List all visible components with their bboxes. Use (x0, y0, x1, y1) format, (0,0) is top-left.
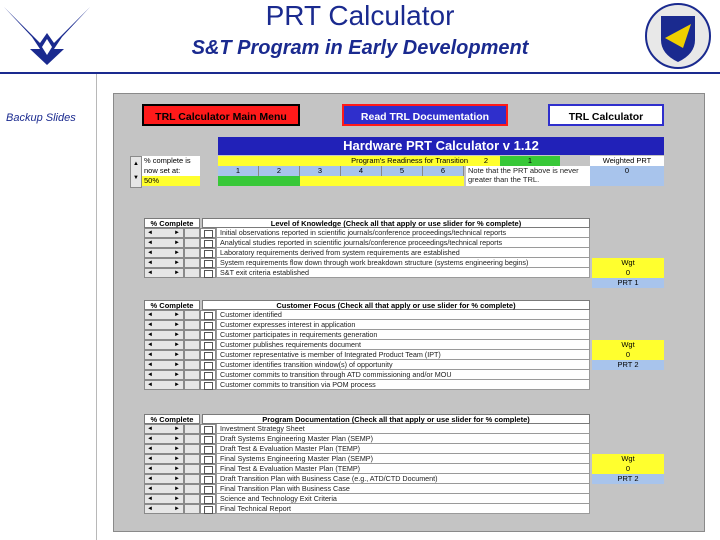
slider-right-arrow-icon[interactable]: ► (174, 372, 180, 378)
checkbox[interactable] (200, 320, 216, 330)
checkbox[interactable] (200, 424, 216, 434)
slider-value-cell (184, 248, 200, 258)
slider-value-cell (184, 330, 200, 340)
slider-value-cell (184, 320, 200, 330)
checkbox[interactable] (200, 494, 216, 504)
criteria-item: Final Test & Evaluation Master Plan (TEMP) (216, 464, 590, 474)
percent-slider[interactable] (144, 258, 184, 268)
percent-slider[interactable] (144, 444, 184, 454)
slider-value-cell (184, 464, 200, 474)
spin-down-icon[interactable]: ▼ (133, 175, 139, 181)
checkbox[interactable] (200, 330, 216, 340)
scale-cell-2: 2 (259, 166, 300, 176)
calculator-title: Hardware PRT Calculator v 1.12 (218, 137, 664, 155)
percent-slider[interactable] (144, 370, 184, 380)
slider-left-arrow-icon[interactable]: ◄ (147, 342, 153, 348)
slider-left-arrow-icon[interactable]: ◄ (147, 486, 153, 492)
wgt-label: Wgt (592, 340, 664, 350)
slider-right-arrow-icon[interactable]: ► (174, 362, 180, 368)
percent-slider[interactable] (144, 360, 184, 370)
slider-value-cell (184, 444, 200, 454)
checkbox[interactable] (200, 258, 216, 268)
percent-slider[interactable] (144, 340, 184, 350)
percent-slider[interactable] (144, 320, 184, 330)
slider-right-arrow-icon[interactable]: ► (174, 436, 180, 442)
prt-note: Note that the PRT above is never greater than the TRL. (466, 166, 590, 186)
scale-cell-3: 3 (300, 166, 341, 176)
percent-slider[interactable] (144, 268, 184, 278)
percent-slider[interactable] (144, 350, 184, 360)
criteria-item: Investment Strategy Sheet (216, 424, 590, 434)
scale-bar-5 (382, 176, 423, 186)
slider-right-arrow-icon[interactable]: ► (174, 332, 180, 338)
page-subtitle: S&T Program in Early Development (191, 37, 529, 59)
slider-right-arrow-icon[interactable]: ► (174, 486, 180, 492)
scale-bar-3 (300, 176, 341, 186)
slider-right-arrow-icon[interactable]: ► (174, 240, 180, 246)
checkbox[interactable] (200, 268, 216, 278)
slider-right-arrow-icon[interactable]: ► (174, 446, 180, 452)
section-header: Program Documentation (Check all that apply or use slider for % complete) (202, 414, 590, 424)
percent-value: 50% (142, 176, 200, 186)
slider-left-arrow-icon[interactable]: ◄ (147, 506, 153, 512)
slider-value-cell (184, 228, 200, 238)
percent-label-line2: now set at: (142, 166, 200, 176)
readiness-value-1: 1 (500, 156, 560, 166)
criteria-item: Customer identifies transition window(s) of opportunity (216, 360, 590, 370)
slider-value-cell (184, 424, 200, 434)
criteria-item: Customer identified (216, 310, 590, 320)
slider-right-arrow-icon[interactable]: ► (174, 270, 180, 276)
slider-value-cell (184, 484, 200, 494)
checkbox[interactable] (200, 228, 216, 238)
percent-slider[interactable] (144, 228, 184, 238)
slider-right-arrow-icon[interactable]: ► (174, 250, 180, 256)
section-header: Level of Knowledge (Check all that apply or use slider for % complete) (202, 218, 590, 228)
slider-left-arrow-icon[interactable]: ◄ (147, 332, 153, 338)
slider-left-arrow-icon[interactable]: ◄ (147, 352, 153, 358)
checkbox[interactable] (200, 504, 216, 514)
slider-value-cell (184, 340, 200, 350)
checkbox[interactable] (200, 454, 216, 464)
criteria-item: Draft Transition Plan with Business Case (e.g., ATD/CTD Document) (216, 474, 590, 484)
wgt-value: 0 (592, 464, 664, 474)
slider-right-arrow-icon[interactable]: ► (174, 506, 180, 512)
spin-up-icon[interactable]: ▲ (133, 161, 139, 167)
slider-value-cell (184, 380, 200, 390)
slider-right-arrow-icon[interactable]: ► (174, 476, 180, 482)
criteria-item: Customer participates in requirements generation (216, 330, 590, 340)
readiness-label: Program's Readiness for Transition (218, 156, 472, 166)
criteria-item: Final Transition Plan with Business Case (216, 484, 590, 494)
checkbox[interactable] (200, 370, 216, 380)
scale-bar-1 (218, 176, 259, 186)
slider-left-arrow-icon[interactable]: ◄ (147, 382, 153, 388)
slider-value-cell (184, 350, 200, 360)
percent-slider[interactable] (144, 310, 184, 320)
scale-bar-6 (423, 176, 464, 186)
percent-label-line1: % complete is (142, 156, 200, 166)
wgt-value: 0 (592, 268, 664, 278)
slider-value-cell (184, 504, 200, 514)
criteria-item: Customer expresses interest in application (216, 320, 590, 330)
trl-calculator-button[interactable]: TRL Calculator (548, 104, 664, 126)
criteria-item: Customer publishes requirements document (216, 340, 590, 350)
slider-value-cell (184, 258, 200, 268)
slider-left-arrow-icon[interactable]: ◄ (147, 250, 153, 256)
weighted-prt-label: Weighted PRT (590, 156, 664, 166)
criteria-item: Analytical studies reported in scientific journals/conference proceedings/technical reports (216, 238, 590, 248)
slider-right-arrow-icon[interactable]: ► (174, 230, 180, 236)
percent-slider[interactable] (144, 504, 184, 514)
wgt-label: Wgt (592, 258, 664, 268)
criteria-item: Customer commits to transition via POM process (216, 380, 590, 390)
percent-slider[interactable] (144, 330, 184, 340)
prt-level: PRT 2 (592, 360, 664, 370)
slider-value-cell (184, 268, 200, 278)
percent-slider[interactable] (144, 248, 184, 258)
checkbox[interactable] (200, 444, 216, 454)
percent-slider[interactable] (144, 464, 184, 474)
backup-slides-label: Backup Slides (6, 112, 76, 124)
slider-right-arrow-icon[interactable]: ► (174, 456, 180, 462)
slider-value-cell (184, 434, 200, 444)
scale-cell-4: 4 (341, 166, 382, 176)
wgt-value: 0 (592, 350, 664, 360)
slider-value-cell (184, 370, 200, 380)
slider-value-cell (184, 238, 200, 248)
scale-cell-6: 6 (423, 166, 464, 176)
checkbox[interactable] (200, 380, 216, 390)
criteria-item: System requirements flow down through work breakdown structure (systems engineering begins) (216, 258, 590, 268)
side-divider (96, 74, 97, 540)
slider-right-arrow-icon[interactable]: ► (174, 426, 180, 432)
read-trl-documentation-button[interactable]: Read TRL Documentation (342, 104, 508, 126)
slider-left-arrow-icon[interactable]: ◄ (147, 372, 153, 378)
prt-level: PRT 2 (592, 474, 664, 484)
slider-left-arrow-icon[interactable]: ◄ (147, 312, 153, 318)
criteria-item: Customer representative is member of Integrated Product Team (IPT) (216, 350, 590, 360)
checkbox[interactable] (200, 310, 216, 320)
slider-right-arrow-icon[interactable]: ► (174, 342, 180, 348)
percent-slider[interactable] (144, 454, 184, 464)
checkbox[interactable] (200, 434, 216, 444)
trl-main-menu-button[interactable]: TRL Calculator Main Menu (142, 104, 300, 126)
section-header: Customer Focus (Check all that apply or use slider for % complete) (202, 300, 590, 310)
checkbox[interactable] (200, 360, 216, 370)
checkbox[interactable] (200, 484, 216, 494)
weighted-prt-value: 0 (590, 166, 664, 186)
readiness-value-2: 2 (472, 156, 500, 166)
criteria-item: Laboratory requirements derived from system requirements are established (216, 248, 590, 258)
slider-left-arrow-icon[interactable]: ◄ (147, 230, 153, 236)
page-title: PRT Calculator (265, 0, 455, 31)
criteria-item: Final Technical Report (216, 504, 590, 514)
header-divider (0, 72, 720, 74)
slider-left-arrow-icon[interactable]: ◄ (147, 436, 153, 442)
checkbox[interactable] (200, 340, 216, 350)
slider-right-arrow-icon[interactable]: ► (174, 312, 180, 318)
slider-left-arrow-icon[interactable]: ◄ (147, 270, 153, 276)
slider-left-arrow-icon[interactable]: ◄ (147, 260, 153, 266)
slider-left-arrow-icon[interactable]: ◄ (147, 362, 153, 368)
criteria-item: Draft Test & Evaluation Master Plan (TEMP) (216, 444, 590, 454)
slider-right-arrow-icon[interactable]: ► (174, 466, 180, 472)
checkbox[interactable] (200, 248, 216, 258)
slider-right-arrow-icon[interactable]: ► (174, 382, 180, 388)
slider-right-arrow-icon[interactable]: ► (174, 496, 180, 502)
prt-level: PRT 1 (592, 278, 664, 288)
scale-bar-2 (259, 176, 300, 186)
section-pct-header: % Complete (144, 300, 200, 310)
slider-left-arrow-icon[interactable]: ◄ (147, 496, 153, 502)
percent-spinner[interactable] (130, 156, 142, 188)
section-pct-header: % Complete (144, 218, 200, 228)
slider-left-arrow-icon[interactable]: ◄ (147, 476, 153, 482)
slider-value-cell (184, 310, 200, 320)
percent-slider[interactable] (144, 380, 184, 390)
percent-slider[interactable] (144, 474, 184, 484)
slider-right-arrow-icon[interactable]: ► (174, 322, 180, 328)
checkbox[interactable] (200, 238, 216, 248)
percent-slider[interactable] (144, 424, 184, 434)
scale-cell-1: 1 (218, 166, 259, 176)
slider-left-arrow-icon[interactable]: ◄ (147, 456, 153, 462)
section-pct-header: % Complete (144, 414, 200, 424)
scale-cell-5: 5 (382, 166, 423, 176)
percent-slider[interactable] (144, 484, 184, 494)
slider-value-cell (184, 474, 200, 484)
slider-value-cell (184, 454, 200, 464)
checkbox[interactable] (200, 474, 216, 484)
scale-bar-4 (341, 176, 382, 186)
criteria-item: Customer commits to transition through ATD commissioning and/or MOU (216, 370, 590, 380)
criteria-item: S&T exit criteria established (216, 268, 590, 278)
percent-slider[interactable] (144, 434, 184, 444)
percent-slider[interactable] (144, 494, 184, 504)
slider-left-arrow-icon[interactable]: ◄ (147, 322, 153, 328)
wgt-label: Wgt (592, 454, 664, 464)
slider-right-arrow-icon[interactable]: ► (174, 260, 180, 266)
slider-right-arrow-icon[interactable]: ► (174, 352, 180, 358)
criteria-item: Draft Systems Engineering Master Plan (SEMP) (216, 434, 590, 444)
spreadsheet-panel (113, 93, 705, 532)
checkbox[interactable] (200, 464, 216, 474)
criteria-item: Final Systems Engineering Master Plan (SEMP) (216, 454, 590, 464)
slider-left-arrow-icon[interactable]: ◄ (147, 466, 153, 472)
slider-left-arrow-icon[interactable]: ◄ (147, 240, 153, 246)
slider-value-cell (184, 360, 200, 370)
slider-left-arrow-icon[interactable]: ◄ (147, 426, 153, 432)
criteria-item: Initial observations reported in scientific journals/conference proceedings/technical reports (216, 228, 590, 238)
criteria-item: Science and Technology Exit Criteria (216, 494, 590, 504)
percent-slider[interactable] (144, 238, 184, 248)
checkbox[interactable] (200, 350, 216, 360)
slider-left-arrow-icon[interactable]: ◄ (147, 446, 153, 452)
slider-value-cell (184, 494, 200, 504)
